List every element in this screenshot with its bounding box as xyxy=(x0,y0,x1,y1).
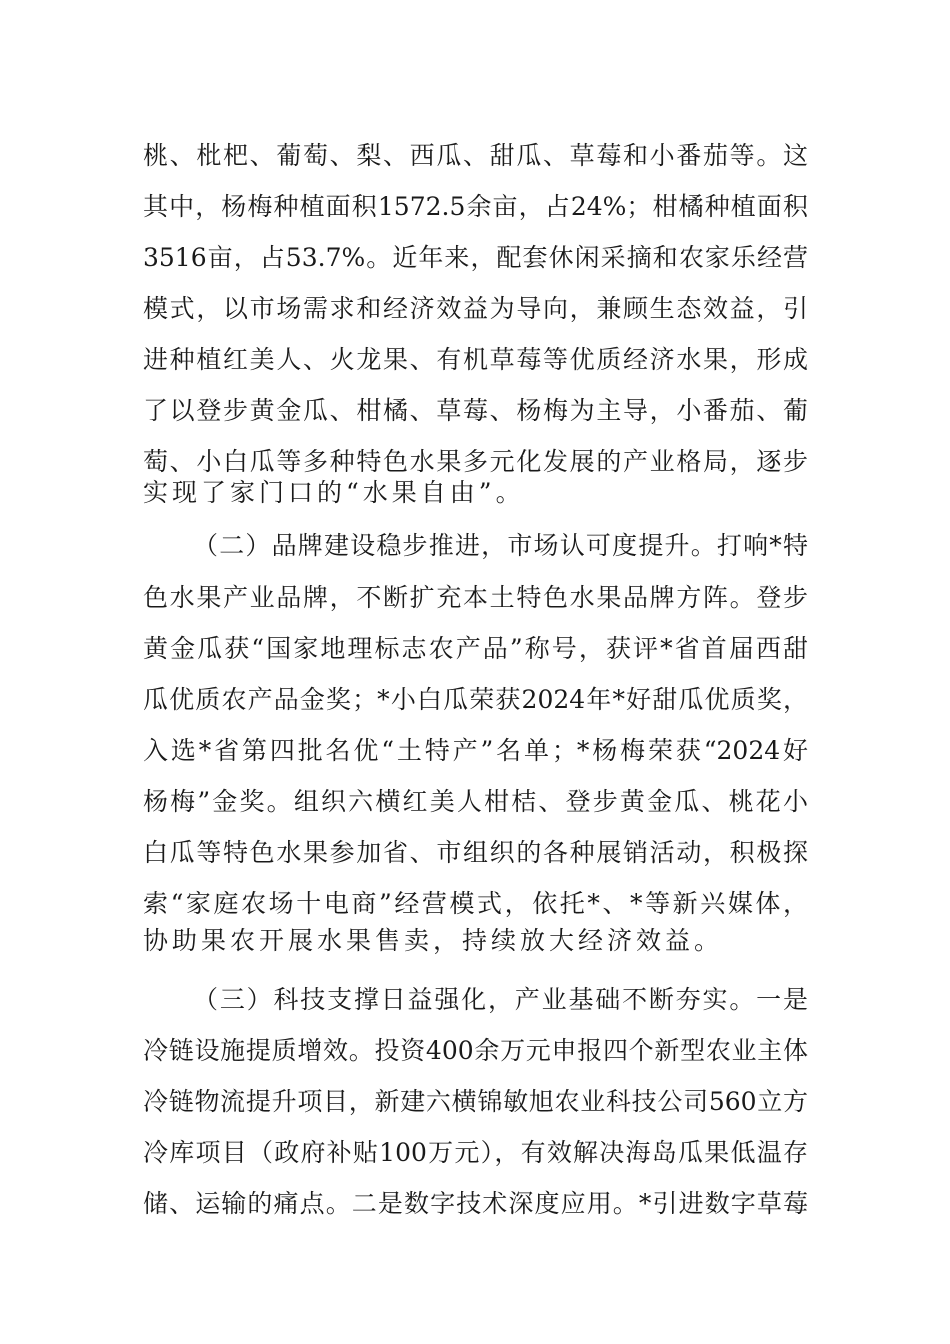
text-line: 杨梅”金奖。组织六横红美人柑桔、登步黄金瓜、桃花小 xyxy=(143,787,808,816)
paragraph-end-line: 协助果农开展水果售卖，持续放大经济效益。 xyxy=(143,926,724,955)
paragraph-end-line: 实现了家门口的“水果自由”。 xyxy=(143,478,525,507)
text-line: 冷库项目（政府补贴100万元），有效解决海岛瓜果低温存 xyxy=(143,1138,808,1167)
text-line: 模式，以市场需求和经济效益为导向，兼顾生态效益，引 xyxy=(143,294,808,323)
text-line: 了以登步黄金瓜、柑橘、草莓、杨梅为主导，小番茄、葡 xyxy=(143,396,808,425)
text-line: 入选*省第四批名优“土特产”名单；*杨梅荣获“2024好 xyxy=(143,736,808,765)
text-line: 其中，杨梅种植面积1572.5余亩，占24%；柑橘种植面积 xyxy=(143,192,808,221)
text-line: 瓜优质农产品金奖；*小白瓜荣获2024年*好甜瓜优质奖， xyxy=(143,685,808,714)
text-line: 色水果产业品牌，不断扩充本土特色水果品牌方阵。登步 xyxy=(143,583,808,612)
text-line: 桃、枇杷、葡萄、梨、西瓜、甜瓜、草莓和小番茄等。这 xyxy=(143,141,808,170)
text-line: 冷链设施提质增效。投资400余万元申报四个新型农业主体 xyxy=(143,1036,808,1065)
text-line: 索“家庭农场十电商”经营模式，依托*、*等新兴媒体， xyxy=(143,889,808,918)
text-line: 冷链物流提升项目，新建六横锦敏旭农业科技公司560立方 xyxy=(143,1087,808,1116)
text-line: 进种植红美人、火龙果、有机草莓等优质经济水果，形成 xyxy=(143,345,808,374)
text-line: 黄金瓜获“国家地理标志农产品”称号，获评*省首届西甜 xyxy=(143,634,808,663)
section-heading-line: （三）科技支撑日益强化，产业基础不断夯实。一是 xyxy=(193,985,808,1014)
text-line: 储、运输的痛点。二是数字技术深度应用。*引进数字草莓 xyxy=(143,1189,808,1218)
text-line: 3516亩，占53.7%。近年来，配套休闲采摘和农家乐经营 xyxy=(143,243,808,272)
text-line: 萄、小白瓜等多种特色水果多元化发展的产业格局，逐步 xyxy=(143,447,808,476)
text-line: 白瓜等特色水果参加省、市组织的各种展销活动，积极探 xyxy=(143,838,808,867)
section-heading-line: （二）品牌建设稳步推进，市场认可度提升。打响*特 xyxy=(193,531,808,560)
